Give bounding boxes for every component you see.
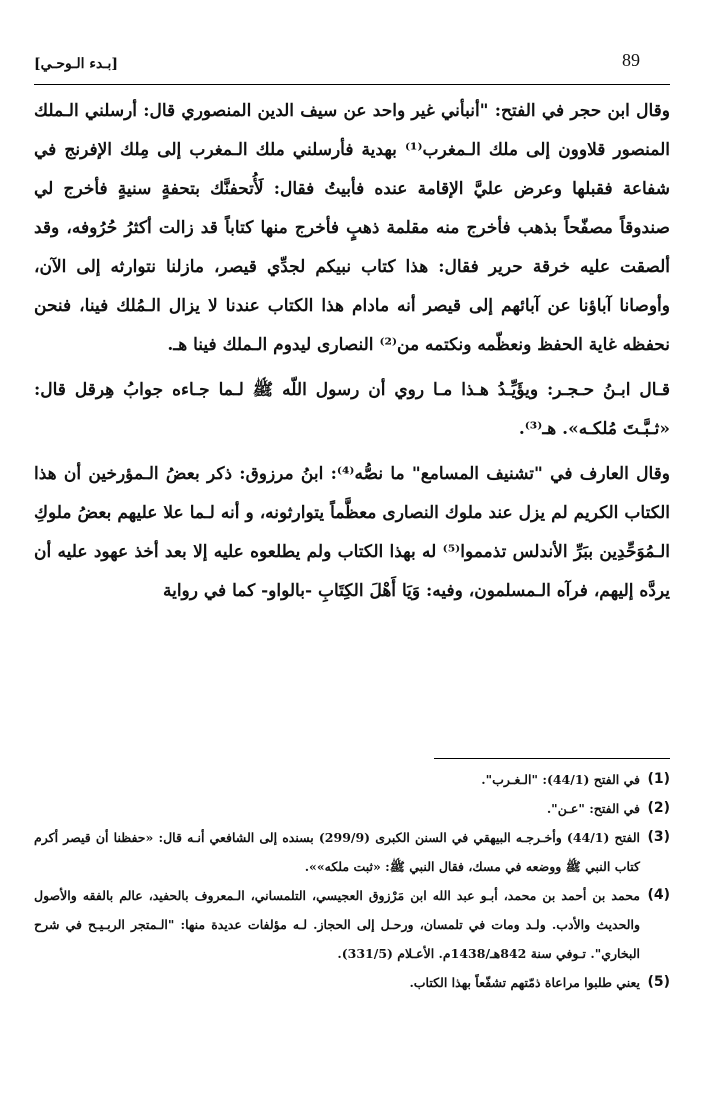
footnote-text: الفتح (44/1) وأخـرجـه البيهقي في السنن الكبرى (299/9) بسنده إلى الشافعي أنـه قال: «حفظنا أن قيصر أكرم كتاب النبي ﷺ ووضعه في مسك، فقال النبي ﷺ: «ثبت ملكه»». — [34, 830, 641, 874]
footnote — [34, 823, 670, 881]
footnote — [34, 968, 670, 997]
footnote — [34, 794, 670, 823]
body-text — [34, 92, 670, 617]
footnote-number: (1) — [647, 771, 670, 787]
footnote-text: في الفتح: "عـن". — [546, 801, 640, 816]
footnote-text: محمد بن أحمد بن محمد، أبـو عبد الله ابن مَرْزوق العجيسي، التلمساني، الـمعروف بالحفيد، عالم بالفقه والأصول والحديث والأدب. ولـد ومات في تلمسان، ورحـل إلى الحجاز. لـه مؤلفات عديدة منها: "الـمتجر الربـيـح في شرح البخاري". تـوفي سنة 842هـ/1438م. الأعـلام (331/5). — [34, 888, 640, 961]
footnotes — [34, 765, 670, 997]
footnote-text: يعني طلبوا مراعاة ذمّتهم تشفّعاً بهذا الكتاب. — [409, 975, 640, 990]
footnote — [34, 881, 670, 968]
page-number: 89 — [622, 50, 640, 70]
footnote-number: (5) — [647, 974, 670, 990]
paragraph: وقال العارف في "تشنيف المسامع" ما نصُّه⁽⁴⁾: ابنُ مرزوق: ذكر بعضُ الـمؤرخين أن هذا الكتاب الكريم لم يزل عند ملوك النصارى معظَّماً يتوارثونه، و أنه لـما علا عليهم بعضُ ملوكِ الـمُوَحِّدِين ببَرِّ الأندلس تذمموا⁽⁵⁾ له بهذا الكتاب ولم يطلعوه عليه إلا بعد أخذ عهود عليه أن يردَّه إليهم، فرآه الـمسلمون، وفيه: وَيَا أَهْلَ الكِتَابِ -بالواو- كما في رواية — [34, 464, 670, 601]
header-rule — [34, 84, 670, 85]
footnote — [34, 765, 670, 794]
paragraph: وقال ابن حجر في الفتح: "أنبأني غير واحد عن سيف الدين المنصوري قال: أرسلني الـملك المنصور قلاوون إلى ملك الـمغرب⁽¹⁾ بهدية فأرسلني ملك الـمغرب إلى مِلك الإفرنج في شفاعة فقبلها وعرض عليَّ الإقامة عنده فأبيتُ فقال: لَأُتحفنَّك بتحفةٍ سنيةٍ فأخرج لي صندوقاً مصفّحاً بذهب فأخرج منه مقلمة ذهبٍ فأخرج منها كتاباً قد زالت أكثرُ حُرُوفه، وقد ألصقت عليه خرقة حرير فقال: هذا كتاب نبيكم لجدِّي قيصر، مازلنا نتوارثه إلى الآن، وأوصانا آباؤنا عن آبائهم إلى قيصر أنه مادام هذا الكتاب عندنا لا يزال الـمُلك فينا، فنحن نحفظه غاية الحفظ ونعظّمه ونكتمه من⁽²⁾ النصارى ليدوم الـملك فينا هـ. — [34, 101, 671, 355]
footnote-number: (4) — [647, 887, 670, 903]
footnote-text: في الفتح (44/1): "الـغـرب". — [481, 772, 640, 787]
running-head: [بـدء الـوحـي] — [34, 56, 118, 72]
footnote-separator — [434, 758, 670, 759]
footnote-number: (2) — [647, 800, 670, 816]
paragraph: قـال ابـنُ حـجـر: ويؤَيِّـدُ هـذا مـا روي أن رسول اللّه ﷺ لـما جـاءه جوابُ هِرقل قال: «ثـبَّـتَ مُلكـه». هـ⁽³⁾. — [34, 380, 670, 439]
footnote-number: (3) — [647, 829, 670, 845]
page-header — [34, 48, 670, 84]
